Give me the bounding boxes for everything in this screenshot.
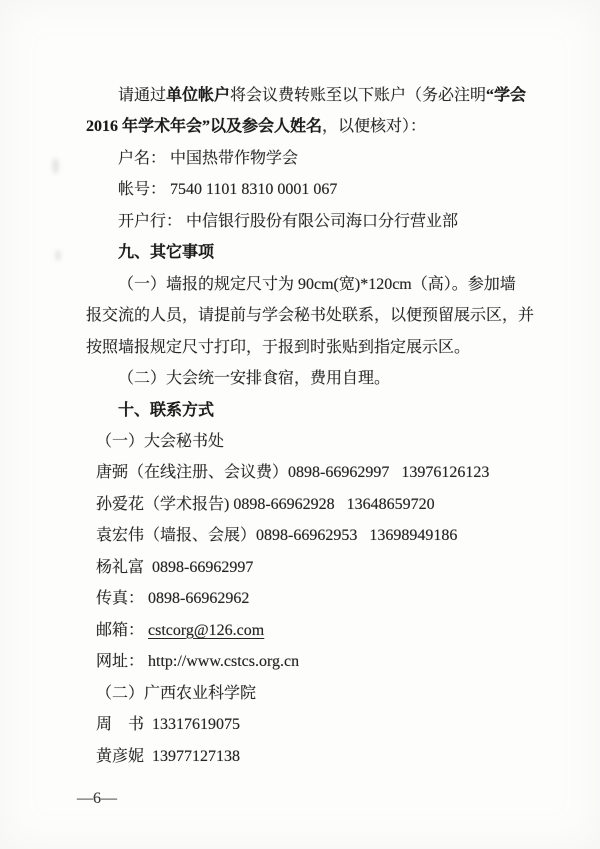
page-number: —6— bbox=[77, 790, 117, 807]
text-segment: 邮箱： bbox=[96, 621, 149, 639]
text-segment: 杨礼富 0898-66962997 bbox=[96, 558, 254, 576]
text-line bbox=[96, 646, 542, 677]
text-segment: （二）广西农业科学院 bbox=[96, 684, 257, 702]
text-line bbox=[86, 111, 542, 142]
text-segment: 请通过 bbox=[118, 87, 167, 104]
text-segment: 周 书 13317619075 bbox=[96, 716, 241, 734]
text-line bbox=[96, 709, 542, 740]
text-segment: “学会 bbox=[486, 87, 527, 104]
text-segment: 十、联系方式 bbox=[118, 401, 215, 419]
text-line bbox=[96, 552, 542, 583]
text-segment: 开户行： 中信银行股份有限公司海口分行营业部 bbox=[118, 212, 459, 230]
text-line bbox=[96, 583, 542, 614]
text-segment: （二）大会统一安排食宿，费用自理。 bbox=[118, 370, 391, 388]
text-segment: 网址： bbox=[96, 653, 149, 671]
text-segment: 按照墙报规定尺寸打印，于报到时张贴到指定展示区。 bbox=[86, 338, 471, 356]
text-segment: （一）墙报的规定尺寸为 90cm(宽)*120cm（高）。参加墙 bbox=[118, 275, 516, 293]
text-line bbox=[118, 395, 542, 426]
text-line bbox=[118, 237, 542, 268]
text-segment: 将会议费转账至以下账户（务必注明 bbox=[230, 87, 487, 104]
text-line bbox=[96, 457, 542, 488]
text-segment: 黄彦妮 13977127138 bbox=[96, 747, 241, 765]
text-segment: 帐号： 7540 1101 8310 0001 067 bbox=[118, 181, 338, 199]
text-segment: 报交流的人员，请提前与学会秘书处联系，以便预留展示区，并 bbox=[86, 307, 535, 325]
text-segment: 单位帐户 bbox=[166, 87, 231, 104]
scan-artifact bbox=[52, 158, 59, 174]
website-url: http://www.cstcs.org.cn bbox=[148, 653, 300, 671]
email-link: cstcorg@126.com bbox=[148, 621, 265, 639]
text-line bbox=[96, 426, 542, 457]
text-line bbox=[96, 741, 542, 772]
text-segment: 袁宏伟（墙报、会展）0898-66962953 13698949186 bbox=[96, 527, 458, 545]
text-line bbox=[86, 332, 542, 363]
text-line bbox=[96, 489, 542, 520]
document-body bbox=[86, 80, 542, 772]
text-segment: 户名： 中国热带作物学会 bbox=[118, 149, 299, 167]
text-line bbox=[118, 206, 542, 237]
text-segment: 传真： 0898-66962962 bbox=[96, 590, 250, 608]
text-line bbox=[118, 143, 542, 174]
text-line bbox=[86, 269, 542, 300]
text-line bbox=[96, 678, 542, 709]
text-line bbox=[86, 80, 542, 111]
text-segment: 唐弼（在线注册、会议费）0898-66962997 13976126123 bbox=[96, 464, 490, 482]
text-segment: ，以便核对）： bbox=[322, 118, 427, 136]
text-line bbox=[96, 615, 542, 646]
scan-artifact bbox=[55, 250, 61, 261]
text-line bbox=[86, 300, 542, 331]
text-segment: （一）大会秘书处 bbox=[96, 432, 225, 450]
text-line bbox=[86, 363, 542, 394]
text-line bbox=[96, 520, 542, 551]
text-segment: 孙爱花（学术报告) 0898-66962928 13648659720 bbox=[96, 495, 435, 513]
text-line bbox=[118, 174, 542, 205]
text-segment: 九、其它事项 bbox=[118, 244, 215, 262]
text-segment: 2016 年学术年会”以及参会人姓名 bbox=[86, 118, 323, 136]
